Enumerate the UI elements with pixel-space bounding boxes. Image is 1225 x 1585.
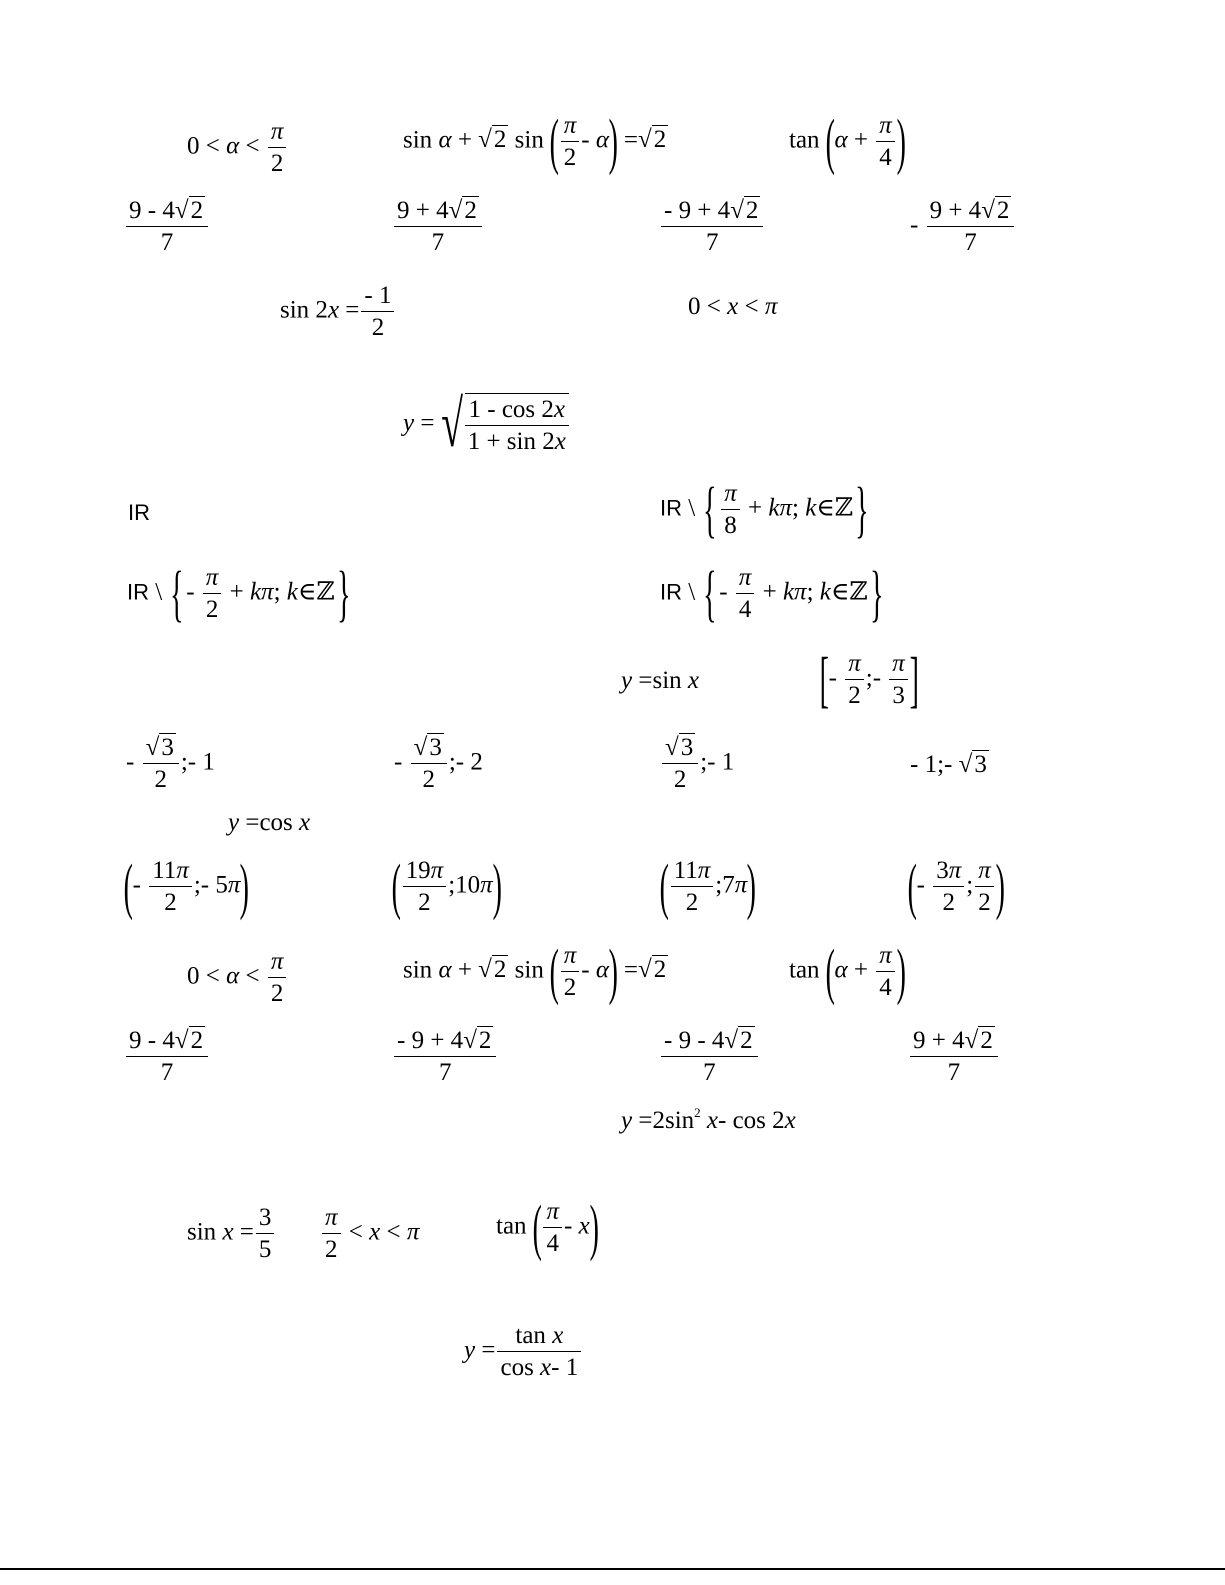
- p4-option-b: - $\frac{√3}{2}$ ;- 2: [394, 734, 483, 794]
- p1-condition: 0 < α < $\frac{\pi}{2}$: [187, 116, 288, 180]
- p2-interval: 0 < x < π: [688, 293, 778, 320]
- p5-option-c: ( $\frac{11\pi}{2}$ ;7π): [659, 852, 757, 921]
- p3-option-c: IR \ {- $\frac{\pi}{2}$ + kπ; k∈ℤ}: [127, 559, 351, 628]
- p6-equation: sin α + √2 sin ( $\frac{\pi}{2}$ - α) =√2: [403, 937, 667, 1006]
- p6-option-b: $\frac{- 9 + 4√2}{7}$: [392, 1025, 498, 1089]
- p3-option-b: IR \ { $\frac{\pi}{8}$ + kπ; k∈ℤ}: [660, 475, 869, 544]
- p5-function: y =cos x: [228, 809, 311, 836]
- p1-option-d: - $\frac{9 + 4√2}{7}$: [910, 195, 1016, 259]
- p6-option-d: $\frac{9 + 4√2}{7}$: [908, 1025, 1000, 1089]
- p4-interval: [- $\frac{\pi}{2}$ ;- $\frac{\pi}{3}$ ]: [819, 645, 919, 714]
- p1-equation: sin α + √2 sin ( $\frac{\pi}{2}$ - α) =√2: [403, 107, 667, 176]
- p4-option-d: - 1;- √3: [910, 751, 987, 778]
- p4-function: y =sin x: [621, 667, 699, 694]
- p8-asked: tan ( $\frac{\pi}{4}$ - x): [496, 1193, 599, 1262]
- p7-function: $y =2\sin^2$ x- cos 2x: [621, 1105, 796, 1134]
- p4-option-c: $\frac{√3}{2}$ ;- 1: [660, 732, 734, 796]
- p1-asked: tan (α + $\frac{\pi}{4}$ ): [789, 107, 906, 176]
- p2-equation: sin 2x = $\frac{- 1}{2}$: [280, 280, 396, 344]
- p6-option-a: $\frac{9 - 4√2}{7}$: [124, 1025, 210, 1089]
- p6-asked: tan (α + $\frac{\pi}{4}$ ): [789, 937, 906, 1006]
- p1-option-b: $\frac{9 + 4√2}{7}$: [392, 195, 484, 259]
- page-bottom-rule: [0, 1568, 1225, 1570]
- p8-condition: sin x = $\frac{3}{5}$: [187, 1202, 276, 1266]
- p1-option-a: $\frac{9 - 4√2}{7}$: [124, 195, 210, 259]
- p6-condition: 0 < α < $\frac{\pi}{2}$: [187, 946, 288, 1010]
- p3-option-d: IR \ {- $\frac{\pi}{4}$ + kπ; k∈ℤ}: [660, 559, 884, 628]
- p5-option-a: (- $\frac{11\pi}{2}$ ;- 5π): [123, 852, 250, 921]
- p4-option-a: - $\frac{√3}{2}$ ;- 1: [126, 734, 215, 794]
- p5-option-d: (- $\frac{3\pi}{2}$ ; $\frac{\pi}{2}$ ): [907, 852, 1005, 921]
- p3-function: y = √ $\frac{1 - \cos 2x}{1 + \sin 2x}$: [403, 392, 569, 458]
- p3-option-a: IR: [128, 500, 150, 525]
- p8-interval: $\frac{\pi}{2}$ < x < π: [320, 1202, 419, 1266]
- p6-option-c: $\frac{- 9 - 4√2}{7}$: [659, 1025, 760, 1089]
- p9-function: y = $\frac{\text{tan x}}{\text{cos x- 1}}$: [464, 1320, 583, 1384]
- p5-option-b: ( $\frac{19\pi}{2}$ ;10π): [391, 852, 502, 921]
- p1-option-c: $\frac{- 9 + 4√2}{7}$: [659, 195, 765, 259]
